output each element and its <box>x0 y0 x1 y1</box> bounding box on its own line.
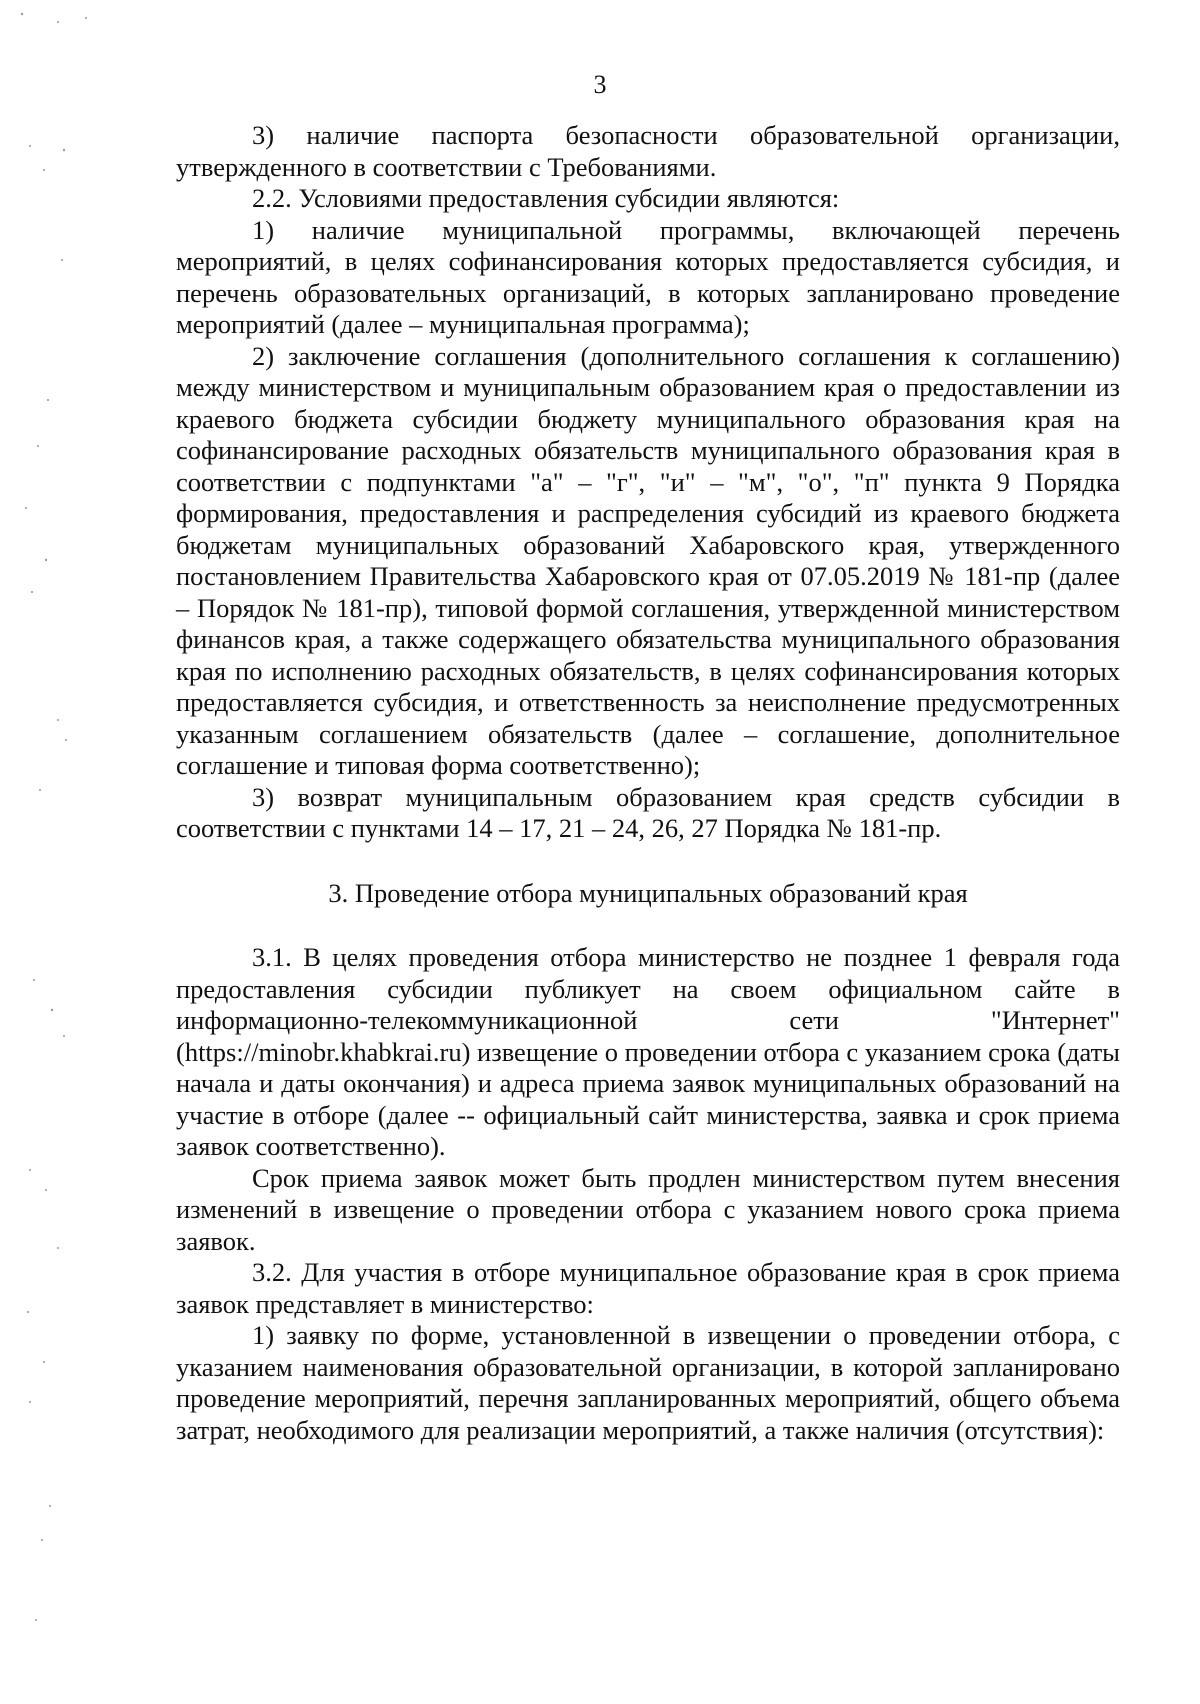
paragraph: 3.1. В целях проведения отбора министерство не позднее 1 февраля года предоставления субсидии публикует на своем официальном сайте в информационно-телекоммуникационной сети "Интернет" (https://minobr.khabkrai.ru) извещение о проведении отбора с указанием срока (даты начала и даты окончания) и адреса приема заявок муниципальных образований на участие в отборе (далее -- официальный сайт министерства, заявка и срок приема заявок соответственно). <box>176 942 1120 1161</box>
scan-margin-noise <box>0 0 110 1704</box>
document-body <box>176 120 1120 1446</box>
paragraph: 2) заключение соглашения (дополнительного соглашения к соглашению) между министерством и муниципальным образованием края о предоставлении из краевого бюджета субсидии бюджету муниципального образования края на софинансирование расходных обязательств муниципального образования края в соответствии с подпунктами "а" – "г", "и" – "м", "о", "п" пункта 9 Порядка формирования, предоставления и распределения субсидий из краевого бюджета бюджетам муниципальных образований Хабаровского края, утвержденного постановлением Правительства Хабаровского края от 07.05.2019 № 181-пр (далее – Порядок № 181-пр), типовой формой соглашения, утвержденной министерством финансов края, а также содержащего обязательства муниципального образования края по исполнению расходных обязательств, в целях софинансирования которых предоставляется субсидия, и ответственность за неисполнение предусмотренных указанным соглашением обязательств (далее – соглашение, дополнительное соглашение и типовая форма соответственно); <box>176 340 1120 780</box>
paragraph: 2.2. Условиями предоставления субсидии являются: <box>252 183 840 213</box>
paragraph: 3) возврат муниципальным образованием края средств субсидии в соответствии с пунктами 14 – 17, 21 – 24, 26, 27 Порядка № 181-пр. <box>176 781 1120 843</box>
section-heading: 3. Проведение отбора муниципальных образований края <box>328 877 968 908</box>
paragraph: 1) заявку по форме, установленной в извещении о проведении отбора, с указанием наименования образовательной организации, в которой запланировано проведение мероприятий, перечня запланированных мероприятий, общего объема затрат, необходимого для реализации мероприятий, а также наличия (отсутствия): <box>176 1320 1120 1445</box>
paragraph: 3) наличие паспорта безопасности образовательной организации, утвержденного в соответствии с Требованиями. <box>176 120 1120 182</box>
paragraph: 1) наличие муниципальной программы, включающей перечень мероприятий, в целях софинансирования которых предоставляется субсидия, и перечень образовательных организаций, в которых запланировано проведение мероприятий (далее – муниципальная программа); <box>176 214 1120 339</box>
paragraph: 3.2. Для участия в отборе муниципальное образование края в срок приема заявок представляет в министерство: <box>176 1257 1120 1319</box>
paragraph: Срок приема заявок может быть продлен министерством путем внесения изменений в извещение о проведении отбора с указанием нового срока приема заявок. <box>176 1162 1120 1256</box>
page-number: 3 <box>593 70 607 99</box>
